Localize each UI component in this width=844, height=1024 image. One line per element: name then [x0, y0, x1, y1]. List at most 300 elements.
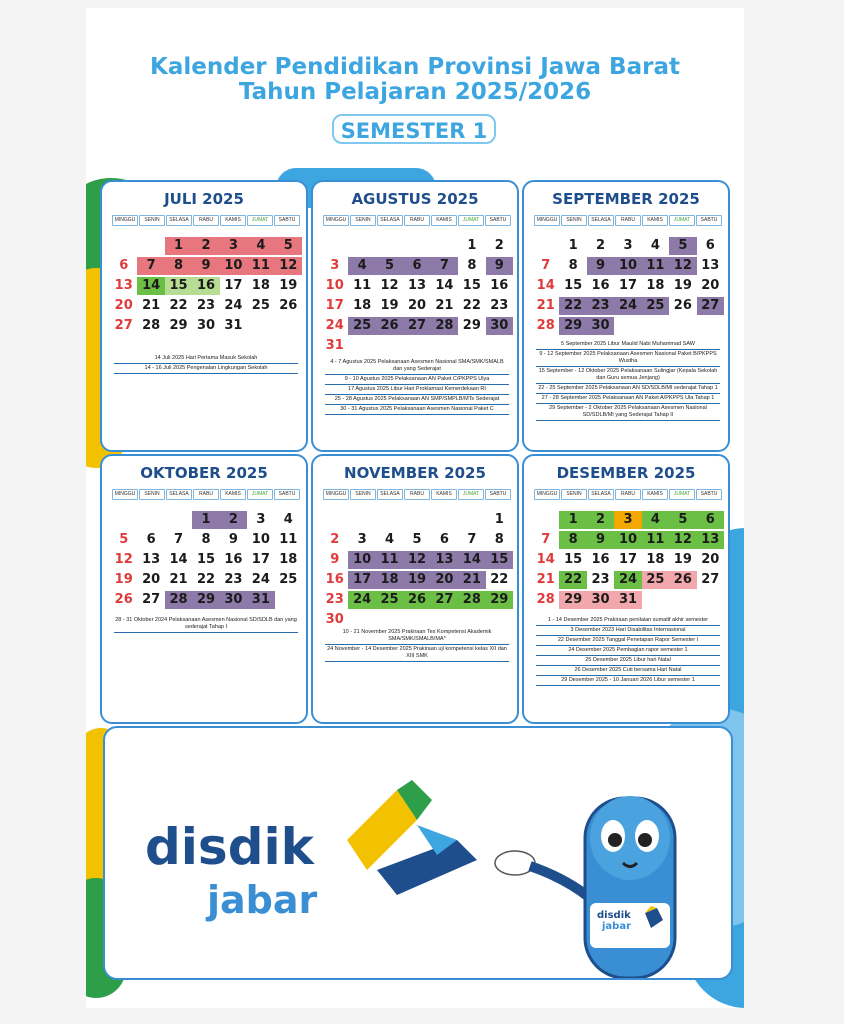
- day-cell: 17: [618, 278, 638, 293]
- weekday-label: SELASA: [588, 489, 614, 500]
- event-note: 22 Desember 2025 Tanggal Penetapan Rapor Semester I: [536, 636, 720, 646]
- day-cell: 13: [114, 278, 133, 293]
- month-card-agustus: [311, 180, 519, 452]
- weekday-label: MINGGU: [323, 215, 349, 226]
- empty-cell: [348, 510, 375, 530]
- day-cell: 31: [224, 318, 243, 333]
- day-cell: 30: [587, 317, 614, 335]
- day-cell: 5: [275, 237, 302, 255]
- weekday-label: RABU: [404, 489, 430, 500]
- month-title: AGUSTUS 2025: [351, 190, 479, 208]
- day-cell: 19: [279, 278, 298, 293]
- month-title: OKTOBER 2025: [140, 464, 268, 482]
- weekday-label: SENIN: [139, 489, 165, 500]
- weekday-label: JUMAT: [458, 489, 484, 500]
- brand-banner: [103, 726, 733, 980]
- weekday-label: JUMAT: [669, 215, 695, 226]
- day-cell: 13: [697, 531, 724, 549]
- event-note: 28 - 31 Oktober 2024 Pelaksanaan Asesmen Nasional SD/SDLB dan yang sederajat Tahap I: [114, 616, 298, 633]
- day-cell: 22: [490, 572, 509, 587]
- day-cell: 8: [165, 257, 192, 275]
- day-cell: 1: [467, 238, 477, 253]
- day-cell: 29: [462, 318, 481, 333]
- day-cell: 16: [591, 552, 610, 567]
- mascot-badge-text: [597, 910, 631, 932]
- weekday-label: KAMIS: [642, 489, 668, 500]
- day-cell: 15: [196, 552, 216, 567]
- day-cell: 27: [697, 297, 724, 315]
- day-cell: 31: [325, 338, 344, 353]
- mascot-badge-line1: disdik: [597, 910, 631, 921]
- weekday-label: SABTU: [485, 489, 511, 500]
- day-cell: 16: [490, 278, 509, 293]
- day-cell: 9: [228, 532, 238, 547]
- month-card-september: [522, 180, 730, 452]
- day-cell: 25: [376, 591, 403, 609]
- weekday-label: RABU: [404, 215, 430, 226]
- day-cell: 24: [614, 571, 641, 589]
- day-cell: 24: [348, 591, 375, 609]
- day-cell: 21: [435, 298, 454, 313]
- day-cell: 15: [486, 551, 513, 569]
- day-cell: 28: [431, 317, 458, 335]
- weekday-label: MINGGU: [112, 215, 138, 226]
- day-cell: 11: [247, 257, 274, 275]
- day-cell: 9: [192, 257, 219, 275]
- day-cell: 7: [431, 257, 458, 275]
- brand-logo-icon: [337, 780, 487, 910]
- day-cell: 30: [486, 317, 513, 335]
- event-note: 27 - 28 September 2025 Pelaksanaan AN Paket A/PKPPS Ula Tahap 1: [536, 394, 720, 404]
- day-cell: 19: [403, 571, 430, 589]
- day-cell: 27: [114, 318, 133, 333]
- day-grid: [110, 236, 302, 336]
- day-cell: 3: [614, 511, 641, 529]
- day-cell: 16: [192, 277, 219, 295]
- poster-subtitle: Tahun Pelajaran 2025/2026: [238, 79, 592, 105]
- empty-cell: [431, 510, 458, 530]
- event-note: 25 Desember 2025 Libur hari Natal: [536, 656, 720, 666]
- empty-cell: [431, 236, 458, 256]
- day-cell: 18: [376, 571, 403, 589]
- day-cell: 8: [559, 531, 586, 549]
- weekday-label: KAMIS: [431, 489, 457, 500]
- day-cell: 18: [353, 298, 372, 313]
- day-cell: 13: [142, 552, 161, 567]
- day-cell: 8: [201, 532, 211, 547]
- day-cell: 17: [618, 552, 638, 567]
- day-cell: 12: [275, 257, 302, 275]
- day-cell: 26: [376, 317, 403, 335]
- weekday-label: SABTU: [485, 215, 511, 226]
- day-cell: 19: [380, 298, 399, 313]
- day-cell: 10: [348, 551, 375, 569]
- empty-cell: [376, 236, 403, 256]
- day-cell: 1: [559, 511, 586, 529]
- day-cell: 14: [458, 551, 485, 569]
- weekday-label: RABU: [193, 215, 219, 226]
- weekday-label: SELASA: [166, 489, 192, 500]
- month-notes: [114, 616, 298, 633]
- day-cell: 15: [564, 552, 583, 567]
- weekday-label: SELASA: [377, 489, 403, 500]
- weekday-header: [534, 215, 722, 226]
- day-cell: 6: [705, 238, 715, 253]
- day-cell: 27: [142, 592, 161, 607]
- day-cell: 29: [486, 591, 513, 609]
- day-cell: 20: [431, 571, 458, 589]
- day-cell: 10: [325, 278, 344, 293]
- day-cell: 6: [146, 532, 156, 547]
- day-cell: 2: [220, 511, 247, 529]
- day-cell: 15: [165, 277, 192, 295]
- day-cell: 5: [119, 532, 129, 547]
- weekday-label: JUMAT: [669, 489, 695, 500]
- day-cell: 8: [494, 532, 504, 547]
- day-cell: 9: [330, 552, 340, 567]
- brand-logo-text: disdik: [145, 818, 314, 876]
- day-grid: [532, 510, 724, 610]
- day-cell: 17: [348, 571, 375, 589]
- day-cell: 26: [669, 571, 696, 589]
- day-grid: [110, 510, 302, 610]
- day-cell: 9: [587, 531, 614, 549]
- day-cell: 9: [486, 257, 513, 275]
- month-title: SEPTEMBER 2025: [552, 190, 700, 208]
- day-cell: 26: [673, 298, 692, 313]
- day-cell: 6: [403, 257, 430, 275]
- weekday-label: RABU: [615, 215, 641, 226]
- weekday-label: JUMAT: [247, 215, 273, 226]
- weekday-label: SELASA: [377, 215, 403, 226]
- day-cell: 19: [673, 552, 692, 567]
- day-cell: 23: [325, 592, 344, 607]
- day-cell: 11: [376, 551, 403, 569]
- event-note: 1 - 14 Desember 2025 Prakiraan penilaian sumatif akhir semester: [536, 616, 720, 626]
- day-cell: 2: [596, 238, 606, 253]
- day-cell: 14: [536, 552, 555, 567]
- empty-cell: [348, 236, 375, 256]
- day-cell: 11: [353, 278, 372, 293]
- weekday-label: RABU: [193, 489, 219, 500]
- weekday-header: [534, 489, 722, 500]
- day-cell: 26: [114, 592, 133, 607]
- day-cell: 30: [220, 591, 247, 609]
- event-note: 24 Desember 2025 Pembagian rapor semester 1: [536, 646, 720, 656]
- day-cell: 9: [587, 257, 614, 275]
- day-cell: 20: [114, 298, 133, 313]
- day-cell: 3: [357, 532, 367, 547]
- event-note: 22 - 25 September 2025 Pelaksanaan AN SD/SDLB/MI sederajat Tahap 1: [536, 384, 720, 394]
- day-cell: 19: [673, 278, 692, 293]
- day-cell: 10: [220, 257, 247, 275]
- month-notes: [536, 616, 720, 686]
- day-cell: 20: [142, 572, 161, 587]
- weekday-label: SABTU: [274, 489, 300, 500]
- semester-badge: SEMESTER 1: [332, 114, 496, 144]
- empty-cell: [321, 510, 348, 530]
- day-cell: 4: [385, 532, 395, 547]
- weekday-label: MINGGU: [323, 489, 349, 500]
- day-cell: 14: [137, 277, 164, 295]
- event-note: 29 Desember 2025 - 10 Januari 2026 Libur semester 1: [536, 676, 720, 686]
- day-cell: 10: [614, 257, 641, 275]
- weekday-label: RABU: [615, 489, 641, 500]
- empty-cell: [403, 510, 430, 530]
- day-cell: 12: [403, 551, 430, 569]
- month-title: DESEMBER 2025: [556, 464, 696, 482]
- empty-cell: [110, 510, 137, 530]
- day-cell: 6: [697, 511, 724, 529]
- weekday-header: [323, 215, 511, 226]
- month-card-desember: [522, 454, 730, 724]
- day-cell: 15: [564, 278, 583, 293]
- empty-cell: [321, 236, 348, 256]
- event-note: 15 September - 12 Oktober 2025 Pelaksanaan Sulingjar (Kepala Sekolah dan Guru semua Jenjang): [536, 367, 720, 384]
- day-cell: 11: [279, 532, 298, 547]
- month-notes: [325, 358, 509, 415]
- day-cell: 4: [650, 238, 660, 253]
- day-cell: 28: [165, 591, 192, 609]
- month-title: JULI 2025: [164, 190, 244, 208]
- weekday-label: MINGGU: [534, 489, 560, 500]
- day-cell: 17: [325, 298, 344, 313]
- day-cell: 3: [623, 238, 633, 253]
- event-note: 10 - 21 November 2025 Prakiraan Tes Kompetensi Akademik SMA/SMK/SMALB/MA*: [325, 628, 509, 645]
- day-cell: 10: [251, 532, 270, 547]
- day-cell: 20: [701, 278, 720, 293]
- day-cell: 14: [435, 278, 454, 293]
- day-cell: 25: [348, 317, 375, 335]
- day-cell: 20: [701, 552, 720, 567]
- empty-cell: [403, 236, 430, 256]
- day-cell: 11: [642, 531, 669, 549]
- day-grid: [532, 236, 724, 336]
- day-cell: 3: [256, 512, 266, 527]
- day-cell: 31: [614, 591, 641, 609]
- day-cell: 17: [224, 278, 243, 293]
- calendar-poster: [86, 8, 744, 1008]
- day-cell: 14: [169, 552, 188, 567]
- weekday-label: MINGGU: [534, 215, 560, 226]
- day-cell: 22: [196, 572, 216, 587]
- month-notes: [536, 340, 720, 421]
- day-cell: 7: [137, 257, 164, 275]
- day-cell: 22: [559, 571, 586, 589]
- weekday-label: JUMAT: [247, 489, 273, 500]
- brand-logo-subtext: jabar: [207, 878, 318, 922]
- day-cell: 4: [283, 512, 293, 527]
- day-cell: 25: [642, 571, 669, 589]
- weekday-label: SENIN: [561, 489, 587, 500]
- weekday-label: SABTU: [696, 489, 722, 500]
- empty-cell: [165, 510, 192, 530]
- day-cell: 2: [587, 511, 614, 529]
- weekday-label: SABTU: [696, 215, 722, 226]
- day-cell: 16: [591, 278, 610, 293]
- weekday-label: KAMIS: [431, 215, 457, 226]
- day-cell: 12: [114, 552, 133, 567]
- day-cell: 28: [458, 591, 485, 609]
- day-cell: 30: [325, 612, 344, 627]
- day-cell: 21: [169, 572, 188, 587]
- day-cell: 20: [407, 298, 427, 313]
- day-cell: 16: [325, 572, 344, 587]
- day-cell: 26: [403, 591, 430, 609]
- day-cell: 7: [174, 532, 184, 547]
- day-cell: 5: [669, 511, 696, 529]
- day-cell: 3: [220, 237, 247, 255]
- month-notes: [325, 628, 509, 662]
- empty-cell: [532, 510, 559, 530]
- day-cell: 22: [559, 297, 586, 315]
- day-cell: 24: [325, 318, 344, 333]
- day-cell: 21: [536, 572, 555, 587]
- month-title: NOVEMBER 2025: [344, 464, 486, 482]
- day-cell: 5: [376, 257, 403, 275]
- day-cell: 28: [536, 318, 555, 333]
- event-note: 9 - 12 September 2025 Pelaksanaan Asesmen Nasional Paket B/PKPPS Wustha: [536, 350, 720, 367]
- day-cell: 8: [467, 258, 477, 273]
- day-cell: 22: [462, 298, 481, 313]
- day-cell: 14: [536, 278, 555, 293]
- day-cell: 3: [330, 258, 340, 273]
- day-cell: 4: [348, 257, 375, 275]
- day-cell: 28: [536, 592, 555, 607]
- day-cell: 1: [494, 512, 504, 527]
- day-cell: 25: [279, 572, 298, 587]
- day-cell: 1: [165, 237, 192, 255]
- day-cell: 23: [591, 572, 610, 587]
- day-cell: 24: [224, 298, 243, 313]
- day-cell: 27: [403, 317, 430, 335]
- day-cell: 23: [587, 297, 614, 315]
- day-cell: 7: [541, 258, 551, 273]
- day-cell: 13: [431, 551, 458, 569]
- mascot-illustration: [485, 768, 725, 980]
- weekday-label: SELASA: [166, 215, 192, 226]
- empty-cell: [137, 510, 164, 530]
- day-cell: 17: [251, 552, 270, 567]
- weekday-header: [112, 215, 300, 226]
- day-cell: 27: [701, 572, 720, 587]
- day-cell: 2: [192, 237, 219, 255]
- event-note: 24 November - 14 Desember 2025 Prakiraan uji kompetensi kelas XII dan XIII SMK: [325, 645, 509, 662]
- day-cell: 31: [247, 591, 274, 609]
- day-cell: 8: [568, 258, 578, 273]
- day-cell: 23: [196, 298, 216, 313]
- day-cell: 30: [196, 318, 216, 333]
- day-cell: 29: [559, 591, 586, 609]
- day-cell: 7: [541, 532, 551, 547]
- day-cell: 5: [412, 532, 422, 547]
- day-cell: 21: [536, 298, 555, 313]
- day-cell: 6: [439, 532, 449, 547]
- day-cell: 18: [251, 278, 270, 293]
- day-cell: 11: [642, 257, 669, 275]
- day-cell: 10: [614, 531, 641, 549]
- event-note: 17 Agustus 2025 Libur Hari Proklamasi Kemerdekaan RI: [325, 385, 509, 395]
- month-card-oktober: [100, 454, 308, 724]
- poster-title: Kalender Pendidikan Provinsi Jawa Barat: [150, 54, 680, 80]
- empty-cell: [137, 236, 164, 256]
- day-cell: 18: [279, 552, 298, 567]
- day-cell: 21: [142, 298, 161, 313]
- event-note: 14 - 16 Juli 2025 Pengenalan Lingkungan Sekolah: [114, 364, 298, 374]
- day-cell: 25: [251, 298, 270, 313]
- day-cell: 13: [701, 258, 720, 273]
- day-cell: 29: [192, 591, 219, 609]
- day-cell: 29: [169, 318, 188, 333]
- day-cell: 1: [568, 238, 578, 253]
- weekday-label: SELASA: [588, 215, 614, 226]
- weekday-label: SABTU: [274, 215, 300, 226]
- day-cell: 24: [614, 297, 641, 315]
- day-cell: 24: [251, 572, 270, 587]
- weekday-header: [323, 489, 511, 500]
- event-note: 9 - 10 Agustus 2025 Pelaksanaan AN Paket C/PKPPS Ulya: [325, 375, 509, 385]
- day-cell: 12: [380, 278, 399, 293]
- weekday-label: KAMIS: [220, 215, 246, 226]
- day-cell: 22: [169, 298, 188, 313]
- event-note: 5 September 2025 Libur Maulid Nabi Muhammad SAW: [536, 340, 720, 350]
- day-cell: 29: [559, 317, 586, 335]
- day-cell: 23: [490, 298, 509, 313]
- event-note: 4 - 7 Agustus 2025 Pelaksanaan Asesmen Nasional SMA/SMK/SMALB dan yang Sederajat: [325, 358, 509, 375]
- day-cell: 7: [467, 532, 477, 547]
- weekday-label: SENIN: [350, 489, 376, 500]
- event-note: 26 Desember 2025 Cuti bersama Hari Natal: [536, 666, 720, 676]
- weekday-label: SENIN: [139, 215, 165, 226]
- day-cell: 13: [407, 278, 427, 293]
- weekday-header: [112, 489, 300, 500]
- weekday-label: KAMIS: [642, 215, 668, 226]
- day-cell: 2: [494, 238, 504, 253]
- empty-cell: [376, 510, 403, 530]
- day-cell: 19: [114, 572, 133, 587]
- day-cell: 26: [279, 298, 298, 313]
- weekday-label: SENIN: [561, 215, 587, 226]
- day-cell: 4: [642, 511, 669, 529]
- weekday-label: MINGGU: [112, 489, 138, 500]
- weekday-label: KAMIS: [220, 489, 246, 500]
- day-grid: [321, 236, 513, 356]
- event-note: 25 - 28 Agustus 2025 Pelaksanaan AN SMP/SMPLB/MTs Sederajat: [325, 395, 509, 405]
- day-cell: 5: [669, 237, 696, 255]
- day-cell: 23: [224, 572, 243, 587]
- mascot-badge-line2: jabar: [602, 921, 632, 932]
- day-cell: 16: [224, 552, 243, 567]
- day-grid: [321, 510, 513, 630]
- event-note: 30 - 31 Agustus 2025 Pelaksanaan Asesmen Nasional Paket C: [325, 405, 509, 415]
- day-cell: 21: [458, 571, 485, 589]
- event-note: 14 Juli 2025 Hari Pertama Masuk Sekolah: [114, 354, 298, 364]
- day-cell: 12: [669, 531, 696, 549]
- event-note: 3 Desember 2023 Hari Disabilitas Internasional: [536, 626, 720, 636]
- day-cell: 27: [431, 591, 458, 609]
- day-cell: 18: [646, 278, 665, 293]
- empty-cell: [458, 510, 485, 530]
- weekday-label: SENIN: [350, 215, 376, 226]
- month-card-november: [311, 454, 519, 724]
- day-cell: 6: [119, 258, 129, 273]
- day-cell: 30: [587, 591, 614, 609]
- day-cell: 15: [462, 278, 481, 293]
- event-note: 29 September - 2 Oktober 2025 Pelaksanaan Asesmen Nasional SD/SDLB/MI yang Sederajat Tahap II: [536, 404, 720, 421]
- day-cell: 4: [247, 237, 274, 255]
- month-card-juli: [100, 180, 308, 452]
- day-cell: 25: [642, 297, 669, 315]
